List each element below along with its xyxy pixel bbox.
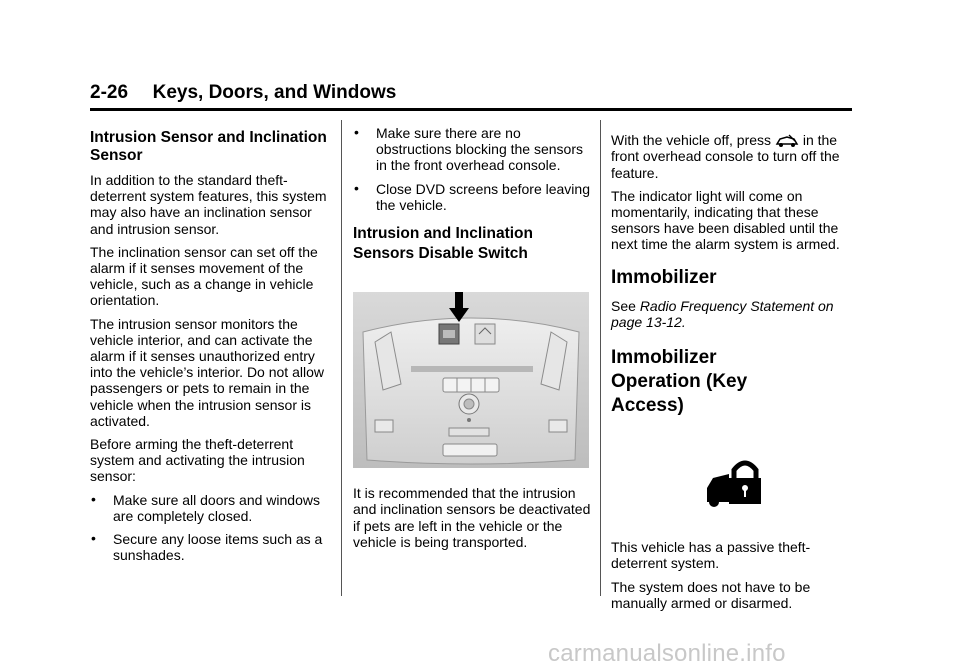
- paragraph: The intrusion sensor monitors the vehicle interior, and can activate the alarm if it senses unauthorized entry into the vehicle’s interior. Do not allow passengers or pets to remain in the vehicle when the intrusion sensor is activated.: [90, 315, 324, 429]
- overhead-console-illustration: [353, 292, 589, 468]
- watermark: carmanualsonline.info: [548, 640, 786, 667]
- bullet-text: Make sure all doors and windows are completely closed.: [113, 491, 320, 524]
- heading-immobilizer-operation: Immobilizer Operation (Key Access): [611, 346, 748, 416]
- header-rule: [90, 108, 852, 111]
- bullet-dot: •: [91, 490, 96, 507]
- heading-disable-switch: Intrusion and Inclination Sensors Disable Switch: [353, 225, 533, 263]
- intrusion-sensor-icon: [775, 134, 799, 148]
- car-lock-icon-wrap: [611, 458, 856, 511]
- paragraph: The inclination sensor can set off the alarm if it senses movement of the vehicle, such as a change in vehicle orientation.: [90, 243, 318, 309]
- column-2: [353, 125, 593, 557]
- bullet-text: Close DVD screens before leaving the vehicle.: [376, 180, 590, 213]
- bullet-item: [90, 531, 330, 563]
- paragraph: This vehicle has a passive theft-deterrent system.: [611, 539, 811, 572]
- page-header: [90, 80, 852, 111]
- paragraph: In addition to the standard theft-deterrent system features, this system may also have an inclination sensor and intrusion sensor.: [90, 172, 327, 237]
- cross-reference-link[interactable]: Radio Frequency Statement on page 13-12.: [611, 297, 834, 330]
- bullet-dot: •: [354, 179, 359, 196]
- car-lock-icon: [703, 458, 765, 508]
- header-line: [90, 80, 852, 106]
- bullet-text: Secure any loose items such as a sunshades.: [113, 531, 323, 564]
- section-title: Keys, Doors, and Windows: [152, 82, 397, 103]
- paragraph: The indicator light will come on momentarily, indicating that these sensors have been disabled until the next time the alarm system is armed.: [611, 187, 840, 253]
- column-divider-2: [600, 120, 601, 596]
- paragraph: It is recommended that the intrusion and inclination sensors be deactivated if pets are left in the vehicle or the vehicle is being transported.: [353, 485, 591, 550]
- column-1: [90, 128, 330, 570]
- bullet-item: [90, 492, 330, 524]
- column-divider-1: [341, 120, 342, 596]
- bullet-item: [353, 181, 593, 213]
- paragraph: Before arming the theft-deterrent system and activating the intrusion sensor:: [90, 436, 305, 485]
- bullet-dot: •: [91, 530, 96, 547]
- bullet-text: Make sure there are no obstructions blocking the sensors in the front overhead console.: [376, 125, 583, 174]
- text: in the front overhead console to turn off the feature.: [611, 132, 840, 181]
- text: See: [611, 297, 636, 314]
- bullet-item: [353, 125, 593, 174]
- paragraph-press-switch: [611, 132, 856, 181]
- heading-intrusion-sensor: Intrusion Sensor and Inclination Sensor: [90, 129, 327, 164]
- text: With the vehicle off, press: [611, 132, 772, 148]
- paragraph: The system does not have to be manually armed or disarmed.: [611, 578, 811, 611]
- column-3: [611, 131, 856, 618]
- page-number: 2-26: [90, 82, 129, 103]
- bullet-dot: •: [354, 124, 359, 140]
- paragraph-see: [611, 298, 856, 330]
- heading-immobilizer: Immobilizer: [611, 266, 717, 288]
